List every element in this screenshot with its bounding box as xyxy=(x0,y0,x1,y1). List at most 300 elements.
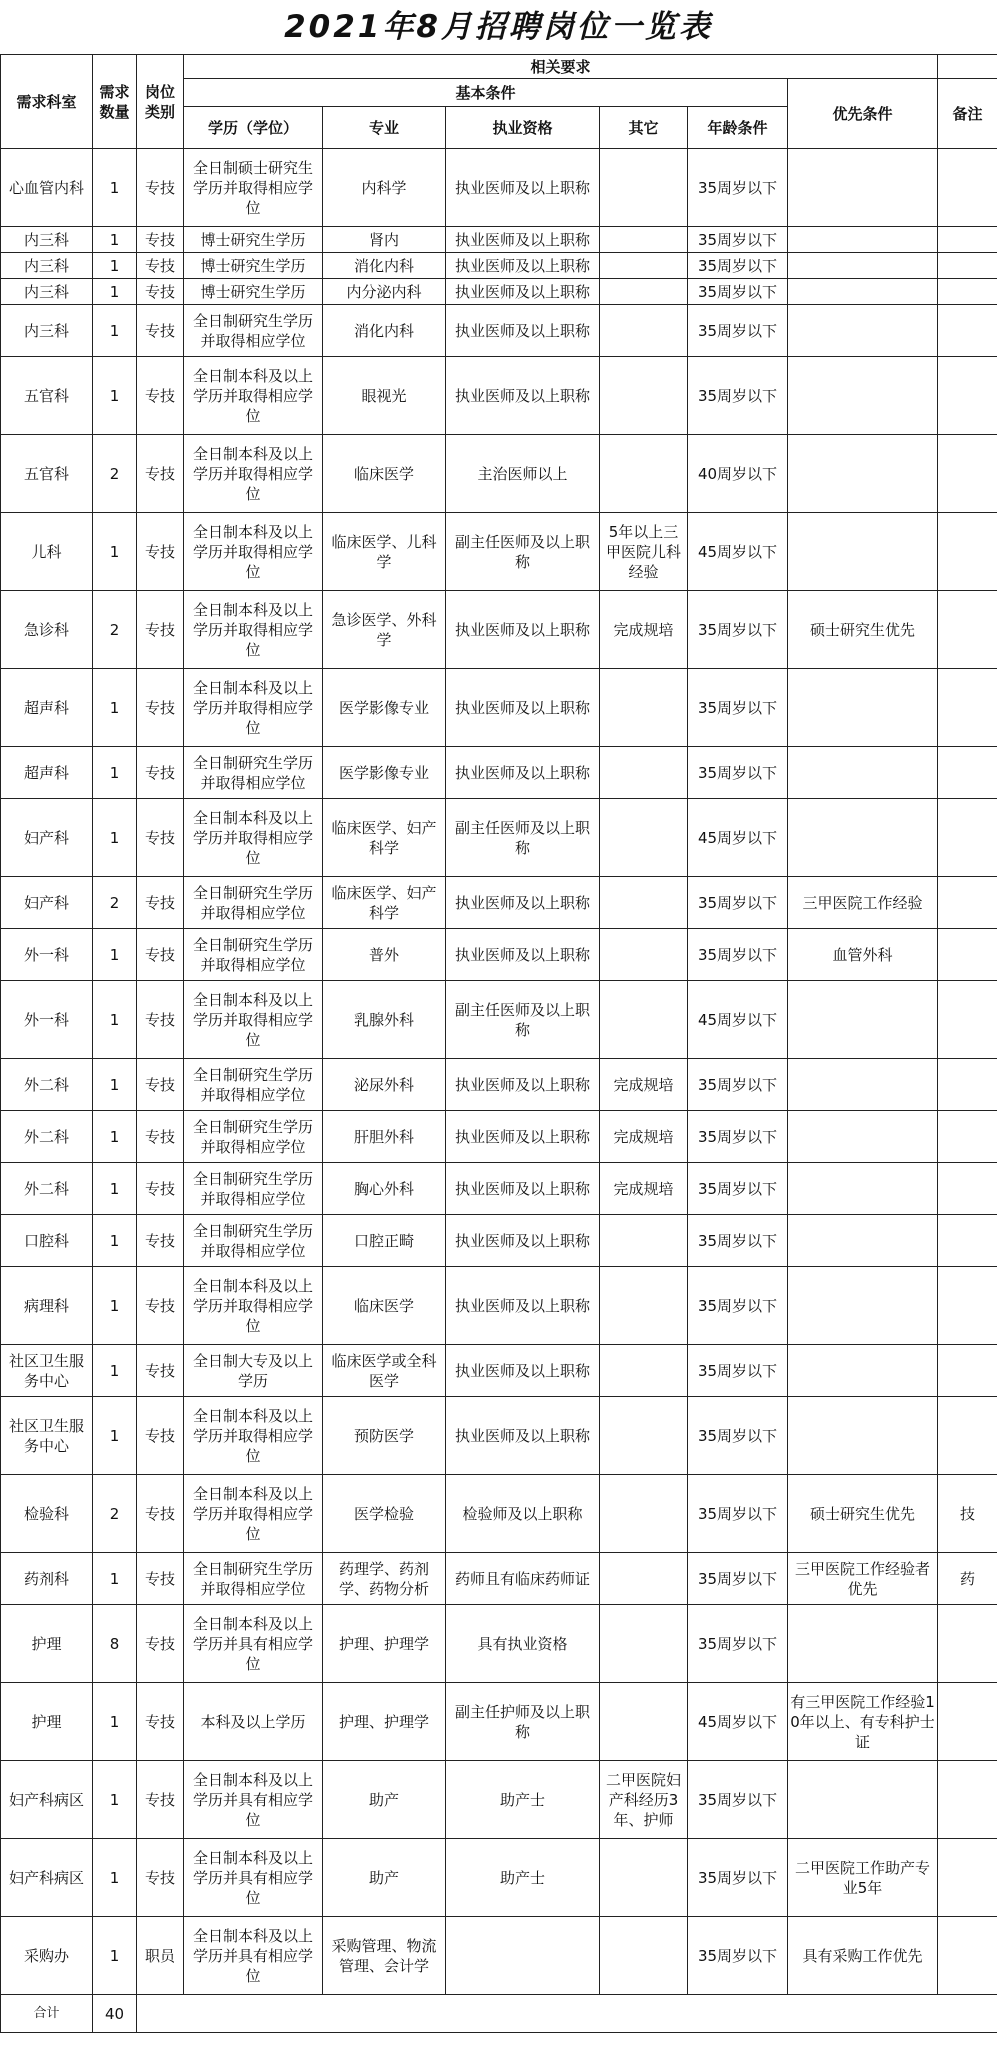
cell-edu: 全日制本科及以上学历并具有相应学位 xyxy=(184,1761,323,1839)
cell-type: 专技 xyxy=(137,591,184,669)
cell-dept: 心血管内科 xyxy=(1,149,93,227)
table-header xyxy=(1,55,997,149)
cell-count: 2 xyxy=(93,591,137,669)
cell-count: 1 xyxy=(93,1917,137,1995)
header-priority: 优先条件 xyxy=(788,79,938,149)
cell-priority xyxy=(788,279,938,305)
cell-dept: 五官科 xyxy=(1,435,93,513)
cell-other xyxy=(600,669,688,747)
cell-other xyxy=(600,357,688,435)
cell-type: 专技 xyxy=(137,1267,184,1345)
header-other: 其它 xyxy=(600,107,688,149)
cell-priority xyxy=(788,1605,938,1683)
cell-qual: 执业医师及以上职称 xyxy=(446,227,600,253)
cell-edu: 全日制本科及以上学历并取得相应学位 xyxy=(184,513,323,591)
table-row xyxy=(1,149,997,227)
cell-other xyxy=(600,1839,688,1917)
cell-count: 8 xyxy=(93,1605,137,1683)
cell-count: 1 xyxy=(93,1761,137,1839)
cell-qual: 副主任护师及以上职称 xyxy=(446,1683,600,1761)
cell-qual: 执业医师及以上职称 xyxy=(446,1059,600,1111)
cell-age: 35周岁以下 xyxy=(688,1553,788,1605)
cell-age: 35周岁以下 xyxy=(688,1215,788,1267)
cell-dept: 急诊科 xyxy=(1,591,93,669)
table-row xyxy=(1,1215,997,1267)
table-row xyxy=(1,435,997,513)
cell-remark xyxy=(938,1839,997,1917)
cell-edu: 全日制本科及以上学历并取得相应学位 xyxy=(184,591,323,669)
cell-qual: 执业医师及以上职称 xyxy=(446,877,600,929)
cell-count: 1 xyxy=(93,1163,137,1215)
cell-age: 35周岁以下 xyxy=(688,1345,788,1397)
cell-priority xyxy=(788,357,938,435)
cell-edu: 全日制研究生学历并取得相应学位 xyxy=(184,1111,323,1163)
cell-major: 助产 xyxy=(323,1761,446,1839)
cell-major: 肾内 xyxy=(323,227,446,253)
cell-qual: 副主任医师及以上职称 xyxy=(446,799,600,877)
cell-qual: 执业医师及以上职称 xyxy=(446,1267,600,1345)
cell-edu: 全日制研究生学历并取得相应学位 xyxy=(184,1059,323,1111)
cell-major: 预防医学 xyxy=(323,1397,446,1475)
total-value: 40 xyxy=(93,1995,137,2033)
cell-other: 完成规培 xyxy=(600,591,688,669)
table-row xyxy=(1,1111,997,1163)
cell-age: 40周岁以下 xyxy=(688,435,788,513)
cell-priority xyxy=(788,1059,938,1111)
cell-age: 35周岁以下 xyxy=(688,1163,788,1215)
cell-edu: 本科及以上学历 xyxy=(184,1683,323,1761)
cell-type: 专技 xyxy=(137,435,184,513)
cell-type: 职员 xyxy=(137,1917,184,1995)
cell-dept: 外一科 xyxy=(1,929,93,981)
cell-type: 专技 xyxy=(137,1345,184,1397)
cell-priority: 硕士研究生优先 xyxy=(788,591,938,669)
cell-dept: 社区卫生服务中心 xyxy=(1,1345,93,1397)
cell-major: 医学影像专业 xyxy=(323,747,446,799)
cell-type: 专技 xyxy=(137,877,184,929)
table-row xyxy=(1,1397,997,1475)
cell-qual: 执业医师及以上职称 xyxy=(446,357,600,435)
cell-dept: 妇产科 xyxy=(1,799,93,877)
cell-count: 1 xyxy=(93,305,137,357)
table-row xyxy=(1,279,997,305)
cell-priority xyxy=(788,513,938,591)
cell-qual: 执业医师及以上职称 xyxy=(446,279,600,305)
cell-remark xyxy=(938,1163,997,1215)
cell-count: 1 xyxy=(93,149,137,227)
recruitment-table xyxy=(0,54,997,2033)
cell-major: 消化内科 xyxy=(323,305,446,357)
cell-age: 35周岁以下 xyxy=(688,1917,788,1995)
cell-other xyxy=(600,1605,688,1683)
cell-count: 1 xyxy=(93,513,137,591)
cell-count: 2 xyxy=(93,435,137,513)
cell-remark xyxy=(938,253,997,279)
cell-edu: 博士研究生学历 xyxy=(184,279,323,305)
cell-other xyxy=(600,929,688,981)
cell-age: 35周岁以下 xyxy=(688,149,788,227)
cell-priority: 有三甲医院工作经验10年以上、有专科护士证 xyxy=(788,1683,938,1761)
header-count: 需求数量 xyxy=(93,55,137,149)
cell-qual: 助产士 xyxy=(446,1839,600,1917)
cell-remark xyxy=(938,305,997,357)
cell-remark xyxy=(938,227,997,253)
cell-remark xyxy=(938,1345,997,1397)
cell-type: 专技 xyxy=(137,1553,184,1605)
cell-remark xyxy=(938,357,997,435)
cell-edu: 全日制硕士研究生学历并取得相应学位 xyxy=(184,149,323,227)
cell-remark xyxy=(938,1059,997,1111)
cell-qual: 主治医师以上 xyxy=(446,435,600,513)
cell-qual: 副主任医师及以上职称 xyxy=(446,513,600,591)
cell-type: 专技 xyxy=(137,799,184,877)
table-row xyxy=(1,669,997,747)
cell-priority xyxy=(788,1761,938,1839)
header-dept: 需求科室 xyxy=(1,55,93,149)
cell-major: 泌尿外科 xyxy=(323,1059,446,1111)
cell-type: 专技 xyxy=(137,1215,184,1267)
cell-remark xyxy=(938,747,997,799)
cell-other xyxy=(600,1683,688,1761)
table-row xyxy=(1,1267,997,1345)
cell-dept: 内三科 xyxy=(1,305,93,357)
cell-priority xyxy=(788,1345,938,1397)
table-row xyxy=(1,1553,997,1605)
cell-major: 医学影像专业 xyxy=(323,669,446,747)
cell-age: 35周岁以下 xyxy=(688,227,788,253)
cell-qual: 副主任医师及以上职称 xyxy=(446,981,600,1059)
cell-dept: 妇产科病区 xyxy=(1,1839,93,1917)
cell-age: 35周岁以下 xyxy=(688,929,788,981)
cell-type: 专技 xyxy=(137,1839,184,1917)
cell-age: 35周岁以下 xyxy=(688,669,788,747)
table-row xyxy=(1,591,997,669)
header-type: 岗位类别 xyxy=(137,55,184,149)
cell-priority: 硕士研究生优先 xyxy=(788,1475,938,1553)
cell-other xyxy=(600,435,688,513)
cell-remark xyxy=(938,149,997,227)
cell-type: 专技 xyxy=(137,1059,184,1111)
table-row xyxy=(1,305,997,357)
cell-edu: 全日制本科及以上学历并取得相应学位 xyxy=(184,1267,323,1345)
cell-remark: 药 xyxy=(938,1553,997,1605)
cell-type: 专技 xyxy=(137,279,184,305)
cell-remark xyxy=(938,591,997,669)
cell-count: 1 xyxy=(93,1215,137,1267)
cell-count: 1 xyxy=(93,799,137,877)
cell-type: 专技 xyxy=(137,1475,184,1553)
table-row xyxy=(1,1059,997,1111)
cell-type: 专技 xyxy=(137,981,184,1059)
cell-count: 1 xyxy=(93,1397,137,1475)
cell-type: 专技 xyxy=(137,747,184,799)
cell-major: 眼视光 xyxy=(323,357,446,435)
cell-dept: 超声科 xyxy=(1,747,93,799)
cell-age: 35周岁以下 xyxy=(688,1475,788,1553)
cell-count: 1 xyxy=(93,279,137,305)
cell-qual: 执业医师及以上职称 xyxy=(446,1397,600,1475)
header-remark: 备注 xyxy=(938,79,997,149)
cell-priority xyxy=(788,747,938,799)
cell-other xyxy=(600,1553,688,1605)
cell-major: 内分泌内科 xyxy=(323,279,446,305)
cell-edu: 全日制大专及以上学历 xyxy=(184,1345,323,1397)
cell-dept: 外一科 xyxy=(1,981,93,1059)
cell-dept: 外二科 xyxy=(1,1059,93,1111)
cell-dept: 五官科 xyxy=(1,357,93,435)
header-qual: 执业资格 xyxy=(446,107,600,149)
cell-other xyxy=(600,1475,688,1553)
cell-dept: 外二科 xyxy=(1,1163,93,1215)
cell-priority xyxy=(788,981,938,1059)
table-row xyxy=(1,1475,997,1553)
cell-qual: 执业医师及以上职称 xyxy=(446,929,600,981)
cell-edu: 全日制本科及以上学历并取得相应学位 xyxy=(184,1397,323,1475)
cell-other xyxy=(600,227,688,253)
cell-count: 1 xyxy=(93,981,137,1059)
table-row xyxy=(1,1683,997,1761)
cell-qual: 执业医师及以上职称 xyxy=(446,149,600,227)
cell-edu: 全日制本科及以上学历并取得相应学位 xyxy=(184,669,323,747)
cell-other xyxy=(600,981,688,1059)
cell-priority xyxy=(788,1163,938,1215)
cell-major: 临床医学、妇产科学 xyxy=(323,877,446,929)
cell-edu: 全日制本科及以上学历并取得相应学位 xyxy=(184,981,323,1059)
cell-qual: 执业医师及以上职称 xyxy=(446,747,600,799)
cell-type: 专技 xyxy=(137,929,184,981)
cell-major: 护理、护理学 xyxy=(323,1605,446,1683)
cell-type: 专技 xyxy=(137,253,184,279)
cell-age: 35周岁以下 xyxy=(688,279,788,305)
cell-age: 45周岁以下 xyxy=(688,513,788,591)
cell-dept: 护理 xyxy=(1,1605,93,1683)
cell-priority xyxy=(788,1267,938,1345)
cell-qual: 执业医师及以上职称 xyxy=(446,253,600,279)
cell-type: 专技 xyxy=(137,669,184,747)
cell-priority xyxy=(788,305,938,357)
cell-major: 医学检验 xyxy=(323,1475,446,1553)
cell-other xyxy=(600,1397,688,1475)
cell-edu: 全日制研究生学历并取得相应学位 xyxy=(184,1553,323,1605)
cell-edu: 全日制研究生学历并取得相应学位 xyxy=(184,877,323,929)
cell-priority xyxy=(788,1215,938,1267)
header-age: 年龄条件 xyxy=(688,107,788,149)
cell-remark xyxy=(938,799,997,877)
table-row xyxy=(1,1163,997,1215)
cell-age: 35周岁以下 xyxy=(688,305,788,357)
cell-age: 45周岁以下 xyxy=(688,799,788,877)
header-major: 专业 xyxy=(323,107,446,149)
table-row xyxy=(1,981,997,1059)
cell-qual: 药师且有临床药师证 xyxy=(446,1553,600,1605)
cell-remark xyxy=(938,513,997,591)
cell-remark xyxy=(938,1111,997,1163)
cell-edu: 全日制研究生学历并取得相应学位 xyxy=(184,747,323,799)
cell-priority: 三甲医院工作经验者优先 xyxy=(788,1553,938,1605)
cell-remark xyxy=(938,1683,997,1761)
cell-qual: 执业医师及以上职称 xyxy=(446,1111,600,1163)
cell-dept: 病理科 xyxy=(1,1267,93,1345)
cell-other xyxy=(600,799,688,877)
cell-other xyxy=(600,1267,688,1345)
table-row xyxy=(1,747,997,799)
cell-major: 临床医学、儿科学 xyxy=(323,513,446,591)
cell-qual xyxy=(446,1917,600,1995)
table-row xyxy=(1,513,997,591)
cell-qual: 执业医师及以上职称 xyxy=(446,1163,600,1215)
cell-age: 35周岁以下 xyxy=(688,591,788,669)
cell-type: 专技 xyxy=(137,1163,184,1215)
cell-priority xyxy=(788,435,938,513)
table-row xyxy=(1,1605,997,1683)
cell-priority xyxy=(788,253,938,279)
table-row xyxy=(1,877,997,929)
cell-remark xyxy=(938,1605,997,1683)
cell-count: 1 xyxy=(93,1839,137,1917)
cell-major: 急诊医学、外科学 xyxy=(323,591,446,669)
cell-remark xyxy=(938,1215,997,1267)
cell-age: 35周岁以下 xyxy=(688,1605,788,1683)
total-row xyxy=(1,1995,997,2033)
cell-type: 专技 xyxy=(137,513,184,591)
cell-count: 1 xyxy=(93,669,137,747)
cell-remark xyxy=(938,1761,997,1839)
cell-priority: 血管外科 xyxy=(788,929,938,981)
cell-type: 专技 xyxy=(137,305,184,357)
cell-count: 1 xyxy=(93,929,137,981)
total-blank xyxy=(137,1995,997,2033)
cell-other: 二甲医院妇产科经历3年、护师 xyxy=(600,1761,688,1839)
cell-priority xyxy=(788,669,938,747)
table-row xyxy=(1,799,997,877)
cell-other: 完成规培 xyxy=(600,1111,688,1163)
cell-dept: 口腔科 xyxy=(1,1215,93,1267)
table-row xyxy=(1,253,997,279)
cell-major: 乳腺外科 xyxy=(323,981,446,1059)
cell-edu: 全日制研究生学历并取得相应学位 xyxy=(184,305,323,357)
cell-count: 1 xyxy=(93,1111,137,1163)
cell-major: 临床医学或全科医学 xyxy=(323,1345,446,1397)
cell-edu: 全日制研究生学历并取得相应学位 xyxy=(184,1215,323,1267)
cell-remark xyxy=(938,435,997,513)
cell-other xyxy=(600,253,688,279)
cell-remark xyxy=(938,1397,997,1475)
cell-edu: 全日制研究生学历并取得相应学位 xyxy=(184,1163,323,1215)
cell-type: 专技 xyxy=(137,1683,184,1761)
cell-type: 专技 xyxy=(137,227,184,253)
cell-count: 1 xyxy=(93,1345,137,1397)
page-title: 2021年8月招聘岗位一览表 xyxy=(284,9,713,45)
cell-remark xyxy=(938,929,997,981)
cell-age: 45周岁以下 xyxy=(688,1683,788,1761)
cell-priority xyxy=(788,1111,938,1163)
cell-count: 1 xyxy=(93,747,137,799)
cell-priority xyxy=(788,149,938,227)
cell-major: 临床医学、妇产科学 xyxy=(323,799,446,877)
cell-other xyxy=(600,1345,688,1397)
cell-age: 35周岁以下 xyxy=(688,1267,788,1345)
cell-priority xyxy=(788,799,938,877)
cell-other xyxy=(600,305,688,357)
cell-priority: 三甲医院工作经验 xyxy=(788,877,938,929)
cell-edu: 全日制本科及以上学历并取得相应学位 xyxy=(184,799,323,877)
cell-dept: 护理 xyxy=(1,1683,93,1761)
cell-qual: 助产士 xyxy=(446,1761,600,1839)
cell-count: 1 xyxy=(93,1683,137,1761)
cell-other xyxy=(600,279,688,305)
cell-type: 专技 xyxy=(137,1397,184,1475)
cell-qual: 执业医师及以上职称 xyxy=(446,669,600,747)
cell-count: 2 xyxy=(93,877,137,929)
table-row xyxy=(1,1839,997,1917)
cell-major: 助产 xyxy=(323,1839,446,1917)
cell-count: 1 xyxy=(93,1553,137,1605)
cell-remark: 技 xyxy=(938,1475,997,1553)
cell-dept: 儿科 xyxy=(1,513,93,591)
cell-major: 肝胆外科 xyxy=(323,1111,446,1163)
table-row xyxy=(1,357,997,435)
cell-major: 临床医学 xyxy=(323,435,446,513)
cell-other xyxy=(600,747,688,799)
cell-edu: 全日制本科及以上学历并取得相应学位 xyxy=(184,1475,323,1553)
header-remark-top xyxy=(938,55,997,79)
cell-type: 专技 xyxy=(137,1111,184,1163)
cell-major: 胸心外科 xyxy=(323,1163,446,1215)
cell-major: 护理、护理学 xyxy=(323,1683,446,1761)
cell-other xyxy=(600,1215,688,1267)
cell-type: 专技 xyxy=(137,149,184,227)
cell-count: 1 xyxy=(93,357,137,435)
cell-remark xyxy=(938,1267,997,1345)
cell-other xyxy=(600,1917,688,1995)
cell-count: 1 xyxy=(93,227,137,253)
cell-dept: 内三科 xyxy=(1,227,93,253)
cell-age: 35周岁以下 xyxy=(688,1397,788,1475)
cell-priority: 二甲医院工作助产专业5年 xyxy=(788,1839,938,1917)
cell-edu: 全日制本科及以上学历并取得相应学位 xyxy=(184,435,323,513)
cell-qual: 检验师及以上职称 xyxy=(446,1475,600,1553)
cell-count: 2 xyxy=(93,1475,137,1553)
header-basic: 基本条件 xyxy=(184,79,788,107)
cell-age: 35周岁以下 xyxy=(688,1761,788,1839)
cell-major: 口腔正畸 xyxy=(323,1215,446,1267)
cell-remark xyxy=(938,1917,997,1995)
cell-type: 专技 xyxy=(137,1761,184,1839)
cell-age: 35周岁以下 xyxy=(688,357,788,435)
cell-dept: 社区卫生服务中心 xyxy=(1,1397,93,1475)
cell-dept: 内三科 xyxy=(1,253,93,279)
cell-age: 35周岁以下 xyxy=(688,747,788,799)
cell-dept: 检验科 xyxy=(1,1475,93,1553)
table-row xyxy=(1,1917,997,1995)
cell-dept: 采购办 xyxy=(1,1917,93,1995)
cell-remark xyxy=(938,981,997,1059)
table-row xyxy=(1,1761,997,1839)
cell-edu: 全日制本科及以上学历并具有相应学位 xyxy=(184,1917,323,1995)
cell-priority xyxy=(788,227,938,253)
cell-major: 消化内科 xyxy=(323,253,446,279)
cell-major: 内科学 xyxy=(323,149,446,227)
cell-count: 1 xyxy=(93,1267,137,1345)
cell-edu: 博士研究生学历 xyxy=(184,253,323,279)
cell-qual: 执业医师及以上职称 xyxy=(446,591,600,669)
cell-count: 1 xyxy=(93,1059,137,1111)
table-row xyxy=(1,227,997,253)
cell-qual: 具有执业资格 xyxy=(446,1605,600,1683)
cell-other: 完成规培 xyxy=(600,1163,688,1215)
cell-age: 35周岁以下 xyxy=(688,1059,788,1111)
cell-edu: 全日制本科及以上学历并具有相应学位 xyxy=(184,1605,323,1683)
